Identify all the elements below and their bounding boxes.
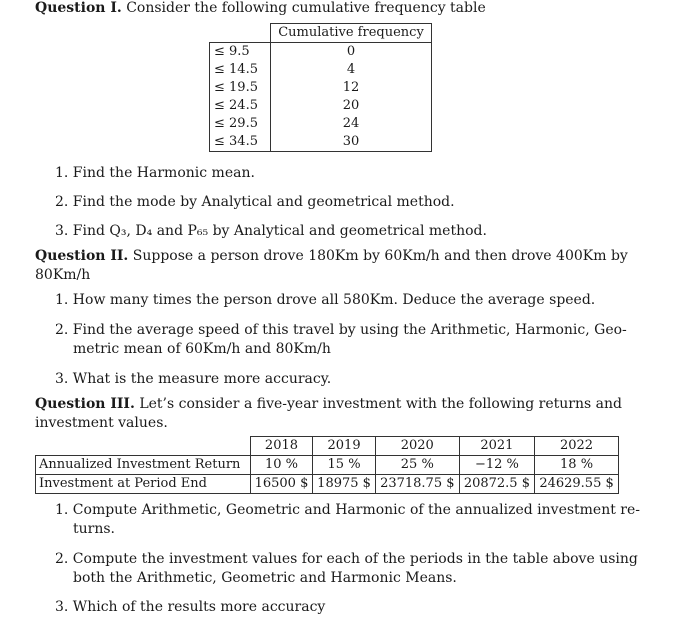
cumulative-frequency: 4: [271, 61, 432, 79]
question-1-intro: Consider the following cumulative frequency table: [126, 0, 486, 16]
table-row: [210, 133, 432, 152]
question-2-item-2-continued: metric mean of 60Km/h and 80Km/h: [73, 341, 331, 357]
investment-value: 24629.55 $: [535, 475, 619, 494]
table-row: [210, 97, 432, 115]
question-3-intro-line-1: Let’s consider a five-year investment with the following returns and: [139, 396, 622, 412]
return-value: 18 %: [535, 456, 619, 475]
table-header-row: [36, 437, 619, 456]
table-corner: [36, 437, 251, 456]
row-label-investment: Investment at Period End: [36, 475, 251, 494]
question-1-heading: [35, 0, 486, 16]
question-2-item-3: 3. What is the measure more accuracy.: [55, 371, 332, 387]
cumulative-frequency: 12: [271, 79, 432, 97]
question-2-intro-line-2: 80Km/h: [35, 267, 91, 283]
question-3-item-2: 2. Compute the investment values for each of the periods in the table above using: [55, 551, 638, 567]
class-bound: ≤ 19.5: [210, 79, 271, 97]
question-1-item-3: 3. Find Q₃, D₄ and P₆₅ by Analytical and geometrical method.: [55, 223, 487, 239]
question-2-item-1: 1. How many times the person drove all 580Km. Deduce the average speed.: [55, 292, 596, 308]
investment-table: [35, 436, 619, 494]
cumulative-frequency: 0: [271, 43, 432, 62]
row-label-return: Annualized Investment Return: [36, 456, 251, 475]
return-value: 25 %: [375, 456, 459, 475]
investment-value: 23718.75 $: [375, 475, 459, 494]
cumulative-frequency-table: [209, 23, 432, 152]
table-row: [210, 115, 432, 133]
table-corner: [210, 24, 271, 43]
class-bound: ≤ 24.5: [210, 97, 271, 115]
question-2-intro-line-1: Suppose a person drove 180Km by 60Km/h and then drove 400Km by: [132, 248, 628, 264]
cumulative-frequency: 20: [271, 97, 432, 115]
question-1-item-1: 1. Find the Harmonic mean.: [55, 165, 255, 181]
cumulative-frequency: 24: [271, 115, 432, 133]
year-header: 2018: [250, 437, 313, 456]
question-3-item-1-continued: turns.: [73, 521, 115, 537]
question-2-item-2: 2. Find the average speed of this travel by using the Arithmetic, Harmonic, Geo-: [55, 322, 627, 338]
class-bound: ≤ 9.5: [210, 43, 271, 62]
question-1-item-2: 2. Find the mode by Analytical and geometrical method.: [55, 194, 455, 210]
table-row: [36, 456, 619, 475]
table-row: [210, 61, 432, 79]
question-1-title: Question I.: [35, 0, 122, 16]
year-header: 2022: [535, 437, 619, 456]
investment-value: 18975 $: [313, 475, 376, 494]
investment-value: 16500 $: [250, 475, 313, 494]
question-3-item-3: 3. Which of the results more accuracy: [55, 599, 326, 615]
question-3-title: Question III.: [35, 396, 135, 412]
year-header: 2020: [375, 437, 459, 456]
return-value: 10 %: [250, 456, 313, 475]
class-bound: ≤ 29.5: [210, 115, 271, 133]
question-3-intro-line-2: investment values.: [35, 415, 168, 431]
class-bound: ≤ 14.5: [210, 61, 271, 79]
question-2-title: Question II.: [35, 248, 129, 264]
cumulative-frequency: 30: [271, 133, 432, 152]
question-2-heading: [35, 248, 628, 264]
year-header: 2019: [313, 437, 376, 456]
table-header-cumulative-frequency: Cumulative frequency: [271, 24, 432, 43]
table-row: [210, 43, 432, 62]
class-bound: ≤ 34.5: [210, 133, 271, 152]
return-value: 15 %: [313, 456, 376, 475]
question-3-item-2-continued: both the Arithmetic, Geometric and Harmonic Means.: [73, 570, 457, 586]
table-row: [36, 475, 619, 494]
investment-value: 20872.5 $: [459, 475, 534, 494]
question-3-heading: [35, 396, 622, 412]
year-header: 2021: [459, 437, 534, 456]
return-value: −12 %: [459, 456, 534, 475]
question-3-item-1: 1. Compute Arithmetic, Geometric and Harmonic of the annualized investment re-: [55, 502, 641, 518]
table-row: [210, 79, 432, 97]
